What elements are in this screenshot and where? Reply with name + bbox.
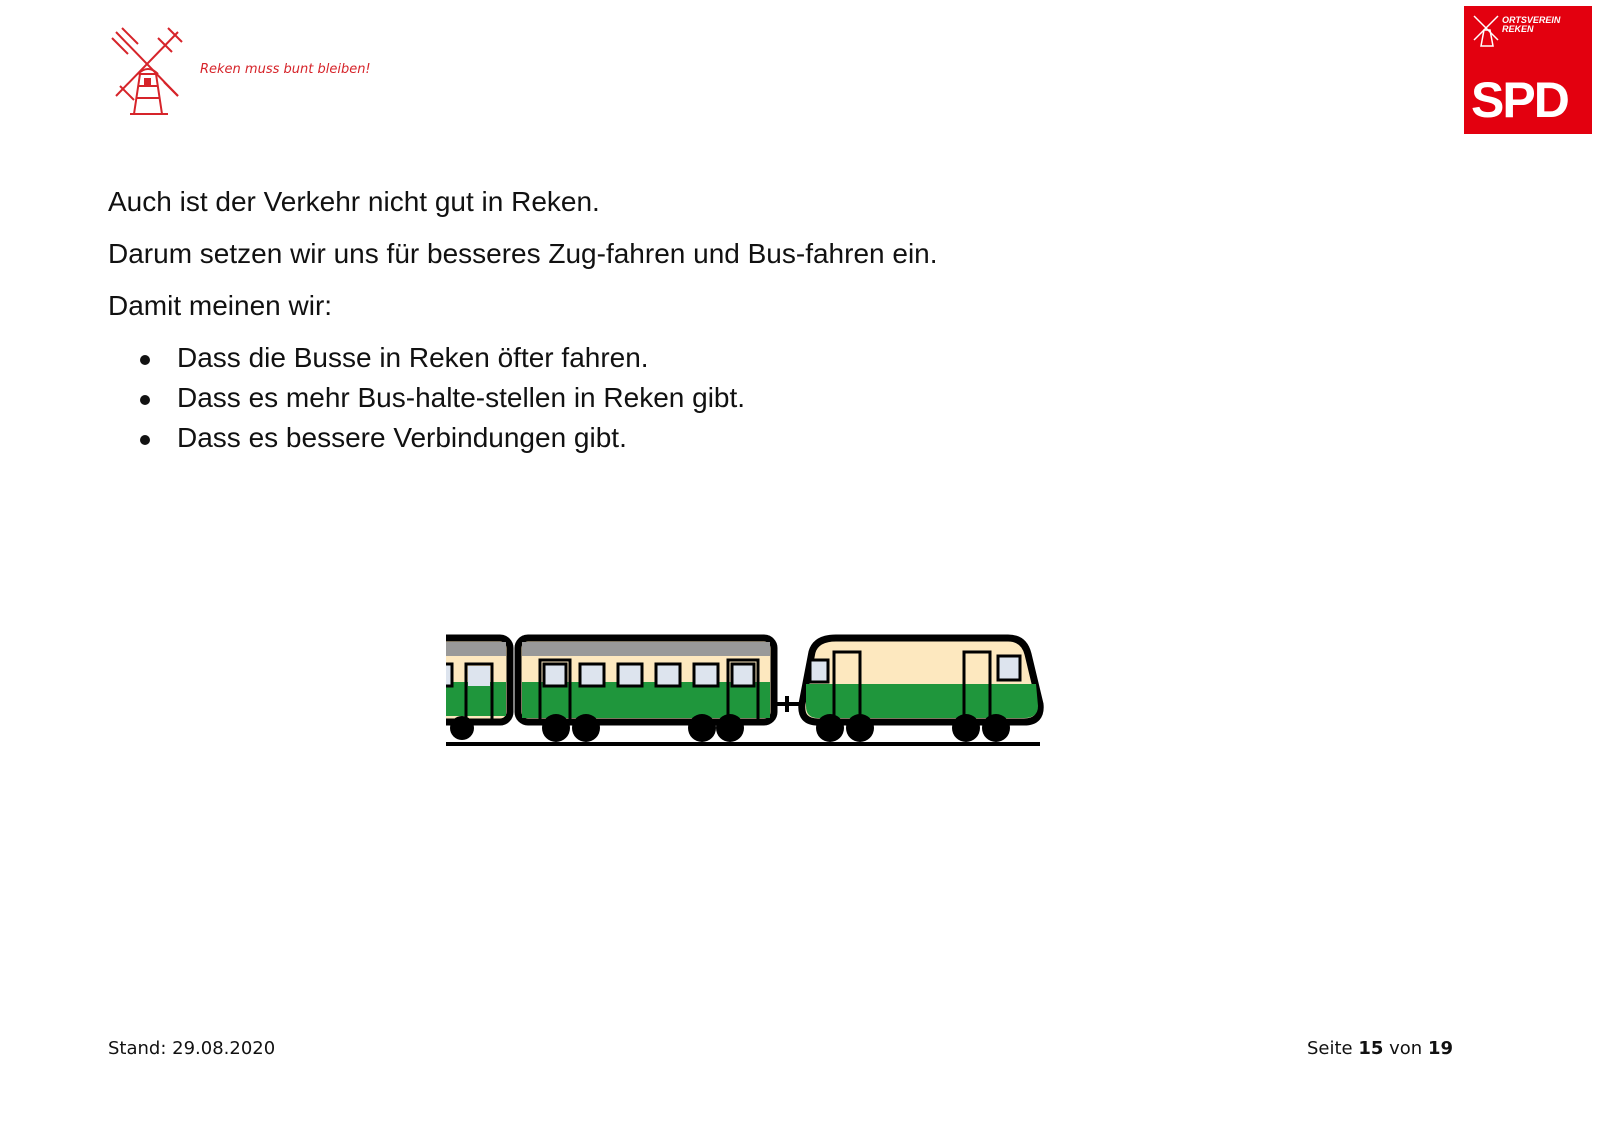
bullet-item: Dass die Busse in Reken öfter fahren. (177, 341, 1408, 375)
spd-org-line1: ORTSVEREIN (1502, 15, 1561, 25)
bullet-item: Dass es mehr Bus-halte-stellen in Reken gibt. (177, 381, 1408, 415)
footer-page-number (1307, 1038, 1453, 1059)
spd-org-name (1502, 16, 1560, 34)
paragraph-3: Damit meinen wir: (108, 290, 333, 321)
page-mid: von (1389, 1038, 1423, 1059)
page-total: 19 (1427, 1038, 1453, 1059)
windmill-small-icon (1472, 14, 1502, 48)
bullet-list (108, 341, 1408, 455)
train-icon (446, 634, 1046, 764)
slogan-text: Reken muss bunt bleiben! (200, 62, 371, 77)
paragraph-1: Auch ist der Verkehr nicht gut in Reken. (108, 186, 600, 217)
main-content (108, 185, 1408, 461)
paragraph-2: Darum setzen wir uns für besseres Zug-fahren und Bus-fahren ein. (108, 238, 938, 269)
windmill-logo (108, 26, 371, 122)
spd-org-line2: REKEN (1502, 24, 1534, 34)
footer-date: Stand: 29.08.2020 (108, 1038, 276, 1059)
windmill-icon (108, 26, 188, 122)
spd-brand: SPD (1471, 72, 1568, 128)
train-illustration (446, 634, 1046, 769)
page-current: 15 (1358, 1038, 1384, 1059)
spd-logo (1464, 6, 1592, 134)
bullet-item: Dass es bessere Verbindungen gibt. (177, 421, 1408, 455)
page-prefix: Seite (1306, 1038, 1353, 1059)
